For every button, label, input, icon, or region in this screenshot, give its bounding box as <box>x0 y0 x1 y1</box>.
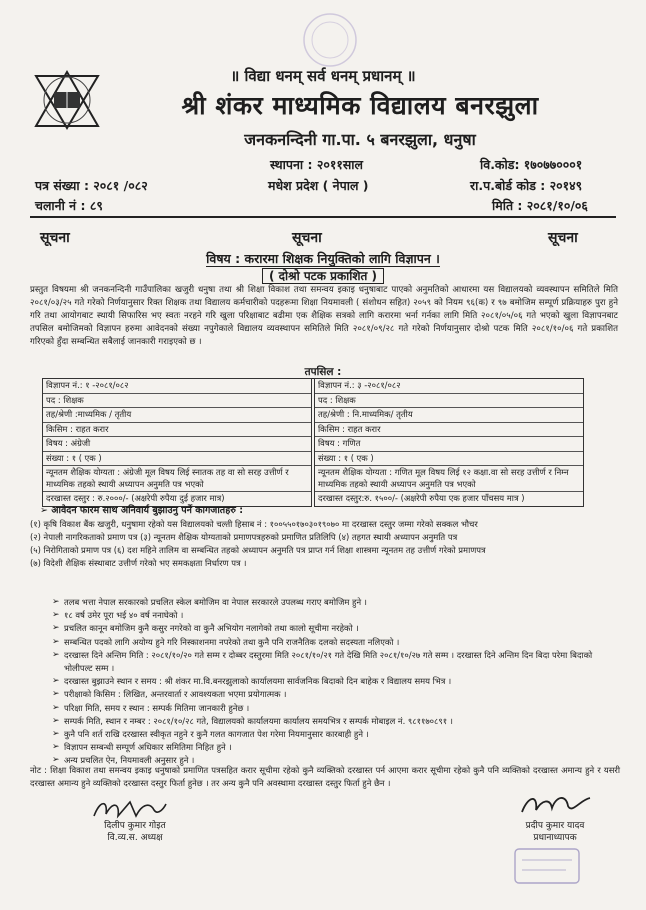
letter-date: मिति : २०८१/१०/०६ <box>492 198 588 213</box>
ad-post: पद : शिक्षक <box>315 394 583 409</box>
advertisement-box-2 <box>314 378 584 507</box>
subject-text: विषय : करारमा शिक्षक नियुक्तिको लागि विज्ञापन । <box>206 251 440 266</box>
notice-body: प्रस्तुत विषयमा श्री जनकनन्दिनी गाउँपालिका खजुरी धनुषा तथा श्री शिक्षा विकाश तथा समन्वय इकाइ धनुषाबाट पाएको अनुमतिको आधारमा यस विद्यालयको व्यवस्थापन समितिले मिति २०८१/०३/२५ गते गरेको निर्णयानुसार रिक्त शिक्षक तथा विद्यालय कर्मचारीको पदहरूमा शिक्षा नियमावली ( संशोधन सहित) २०५९ को नियम ९६(क) र ९७ बमोजिम सम्पूर्ण प्रक्रियाहरु पुरा हुने गरि तथा आयोगबाट स्थायी सिफारिस भए स्वतः नरहने गरि खुला परिक्षाबाट बढीमा एक शैक्षिक सत्रको लागि करारमा भर्ना गर्नका लागि मिति २०८१/०५/०६ गते भएको खुला विज्ञापनबाट तपसिल बमोजिमको विज्ञापन हरुमा आवेदनको संख्या नपुगेकाले विद्यालय व्यवस्थापन समितिले मिति २०८१/०९/२८ गते गरेको निर्णयानुसार दोश्रो पटक मिति २०८१/१०/०६ गते प्रकाशित गरिएको हुँदा सम्बन्धित सबैलाई जानकारी गराइएको छ । <box>30 285 618 347</box>
ad-count: संख्या : १ ( एक ) <box>43 452 311 467</box>
letter-number: पत्र संख्या : २०८१ /०८२ <box>35 178 148 193</box>
condition-item: ➢ १८ वर्ष उमेर पूरा भई ४० वर्ष ननाघेको । <box>52 609 620 622</box>
second-publication-text: ( दोश्रो पटक प्रकाशित ) <box>262 268 384 284</box>
ad-count: संख्या : १ ( एक ) <box>315 452 583 467</box>
school-name: श्री शंकर माध्यमिक विद्यालय बनरझुला <box>181 91 539 120</box>
ad-qualification: न्यूनतम शैक्षिक योग्यता : गणित मूल विषय लिई १२ कक्षा.वा सो सरह उत्तीर्ण र निम्न माध्यमिक तहको स्थायी अध्यापन अनुमति पत्र भएको <box>315 466 583 492</box>
established: स्थापना : २०११साल <box>270 157 363 172</box>
condition-item: ➢ अन्य प्रचलित ऐन, नियमावली अनुसार हुने । <box>52 754 620 767</box>
conditions-list <box>52 596 620 768</box>
notice-heading-right: सूचना <box>548 230 578 246</box>
notice-heading-center: सूचना <box>292 230 322 246</box>
condition-item: ➢ दरखास्त दिने अन्तिम मिति : २०८१/१०/२० गते सम्म र दोब्बर दस्तुरमा मिति २०८१/१०/२१ गते देखि मिति २०८१/१०/२७ गते सम्म । दरखास्त दिने अन्तिम दिन बिदा परेमा बिदाको भोलीपल्ट सम्म । <box>52 649 620 675</box>
ad-fee: दरखास्त दस्तुर:रु. १५००/- (अक्षरेपी रुपैया एक हजार पाँचसय मात्र ) <box>318 493 525 503</box>
signatory-name: प्रदीप कुमार यादव <box>525 821 585 831</box>
dispatch-number: चलानी नं : ८९ <box>35 198 103 213</box>
school-address: जनकनन्दिनी गा.पा. ५ बनरझुला, धनुषा <box>244 130 476 149</box>
ad-number: विज्ञापन नं.: १ -२०८१/०८२ <box>43 379 311 394</box>
documents-list <box>30 518 620 570</box>
document-item: (५) निरोगिताको प्रमाण पत्र (६) दश महिने तालिम वा सम्बन्धित तहको अध्यापन अनुमति पत्र प्राप्त गर्न शिक्षा शास्त्रमा न्यूनतम तह उत्तीर्ण गरेको प्रमाणपत्र <box>30 545 486 555</box>
condition-item: ➢ तलब भत्ता नेपाल सरकारको प्रचलित स्केल बमोजिम वा नेपाल सरकारले उपलब्ध गराए बमोजिम हुने । <box>52 596 620 609</box>
condition-item: ➢ कुनै पनि शर्त राखि दरखास्त स्वीकृत नहुने र कुनै गलत कागजात पेश गरेमा नियमानुसार कारबाही हुने । <box>52 728 620 741</box>
condition-item: ➢ सम्पर्क मिति, स्थान र नम्बर : २०८१/१०/२८ गते, विद्यालयको कार्यालयमा कार्यालय समयभित्र र सम्पर्क मोबाइल नं. ९८११७०८९१ । <box>52 715 620 728</box>
ad-type: किसिम : राहत करार <box>43 423 311 438</box>
ad-subject: विषय : अंग्रेजी <box>43 437 311 452</box>
divider <box>30 216 616 218</box>
signatory-name: दिलीप कुमार गोइत <box>104 821 166 831</box>
advertisement-box-1 <box>42 378 312 507</box>
signature-right <box>500 820 610 844</box>
condition-item: ➢ प्रचलित कानून बमोजिम कुनै कसुर नगरेको वा कुनै अभियोग नलागेको तथा कालो सूचीमा नरहेको । <box>52 622 620 635</box>
ad-level: तह/श्रेणी :माध्यमिक / तृतीय <box>43 408 311 423</box>
office-stamp-icon <box>512 846 582 886</box>
ad-post: पद : शिक्षक <box>43 394 311 409</box>
ad-level: तह/श्रेणी : नि.माध्यमिक/ तृतीय <box>315 408 583 423</box>
condition-item: ➢ विज्ञापन सम्बन्धी सम्पूर्ण अधिकार समितिमा निहित हुने । <box>52 741 620 754</box>
round-stamp-icon <box>300 10 360 70</box>
school-logo-icon <box>34 70 100 130</box>
note: नोट : शिक्षा विकाश तथा समन्वय इकाइ धनुषाको प्रमाणित पत्रसहित करार सूचीमा रहेको कुनै व्यक्तिको दरखास्त पर्न आएमा करार सूचीमा रहेको कुनै पनि व्यक्तिको दरखास्त अमान्य हुने र यसरी दरखास्त अमान्य हुने व्यक्तिको दरखास्त दस्तुर फिर्ता हुनेछ । तर अन्य कुनै पनि अवस्थामा दरखास्त दस्तुर फिर्ता हुने छैन । <box>30 765 620 788</box>
document-item: (७) विदेशी शैक्षिक संस्थाबाट उत्तीर्ण गरेको भए समकक्षता निर्धारण पत्र । <box>30 558 247 568</box>
documents-title <box>40 503 243 516</box>
ad-type: किसिम : राहत करार <box>315 423 583 438</box>
condition-item: ➢ सम्बन्धित पदको लागि अयोग्य हुने गरि निस्काशनमा नपरेको तथा कुनै पनि राजनैतिक दलको सदस्यता नलिएको । <box>52 636 620 649</box>
ad-fee: दरखास्त दस्तुर : रु.२०००/- (अक्षरेपी रुपैया दुई हजार मात्र) <box>46 493 225 503</box>
notice-heading-left: सूचना <box>40 230 70 246</box>
documents-title-text: आवेदन फारम साथ अनिवार्य बुझाउनु पर्ने कागजातहरु : <box>51 505 244 516</box>
document-item: (१) कृषि विकाश बैंक खजुरी, धनुषामा रहेको यस विद्यालयको चल्ती हिसाब नं : १००५५०१७०३०१९०७० मा दरखास्त दस्तुर जम्मा गरेको सक्कल भौचर <box>30 519 478 529</box>
signatory-title: प्रधानाध्यापक <box>533 833 577 843</box>
subject-line <box>0 250 646 267</box>
document-item: (२) नेपाली नागरिकताको प्रमाण पत्र (३) न्यूनतम शैक्षिक योग्यताको प्रमाणपत्रहरुको प्रमाणित प्रतिलिपि (४) तहगत स्थायी अध्यापन अनुमति पत्र <box>30 532 458 542</box>
ad-subject: विषय : गणित <box>315 437 583 452</box>
arrow-right-icon: ➢ <box>40 505 52 516</box>
board-code: रा.प.बोर्ड कोड : २०१४९ <box>470 178 583 193</box>
tapsil-heading <box>0 365 646 379</box>
province: मधेश प्रदेश ( नेपाल ) <box>268 178 369 193</box>
signature-right-icon <box>516 790 596 820</box>
ad-qualification: न्यूनतम शैक्षिक योग्यता : अंग्रेजी मूल विषय लिई स्नातक तह वा सो सरह उत्तीर्ण र माध्यमिक तहको स्थायी अध्यापन अनुमति पत्र भएको <box>43 466 311 492</box>
condition-item: ➢ परीक्षाको किसिम : लिखित, अन्तरवार्ता र आवश्यकता भएमा प्रयोगात्मक । <box>52 688 620 701</box>
condition-item: ➢ परिक्षा मिति, समय र स्थान : सम्पर्क मितिमा जानकारी हुनेछ । <box>52 702 620 715</box>
signatory-title: वि.व्य.स. अध्यक्ष <box>107 833 163 843</box>
second-publication <box>0 267 646 284</box>
signature-left-icon <box>90 796 170 822</box>
motto: ॥ विद्या धनम् सर्व धनम् प्रधानम् ॥ <box>230 67 416 85</box>
condition-item: ➢ दरखास्त बुझाउने स्थान र समय : श्री शंकर मा.वि.बनरझुलाको कार्यालयमा सार्वजनिक बिदाको दिन बाहेक र विद्यालय समय भित्र । <box>52 675 620 688</box>
tapsil-text: तपसिल : <box>304 366 342 378</box>
signature-left <box>80 820 190 844</box>
ad-number: विज्ञापन नं.: ३ -२०८१/०८२ <box>315 379 583 394</box>
school-code: वि.कोड: १७०७७०००१ <box>480 157 583 172</box>
